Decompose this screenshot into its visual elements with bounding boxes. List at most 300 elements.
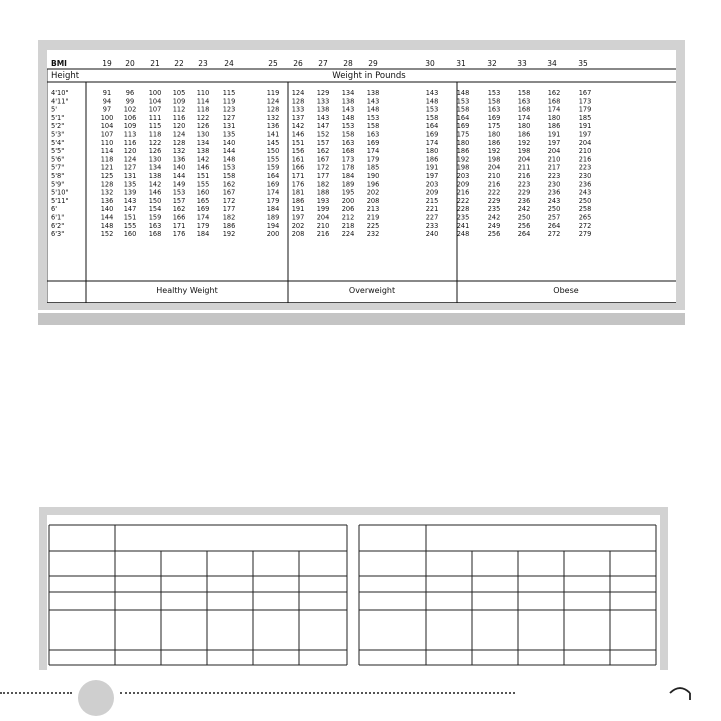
weight-cell: 158 [222,172,236,180]
weight-cell: 210 [487,172,501,180]
weight-cell: 163 [487,105,501,114]
weight-cell: 102 [123,105,137,114]
weight-cell: 153 [425,105,439,114]
weight-cell: 174 [425,138,439,147]
weight-header: Weight in Pounds [332,71,406,81]
weight-cell: 197 [578,130,592,139]
weight-cell: 149 [172,180,186,189]
footer-dotted-line-right [120,692,515,694]
height-cell: 5'6" [51,155,65,164]
weight-cell: 185 [366,163,380,172]
weight-cell: 124 [291,89,305,97]
weight-cell: 123 [222,105,236,114]
weight-cell: 116 [123,138,137,147]
weight-cell: 132 [172,147,186,156]
weight-cell: 179 [578,105,592,114]
weight-cell: 191 [547,130,561,139]
bmi-value: 22 [174,59,184,68]
weight-cell: 169 [456,122,470,131]
weight-cell: 197 [547,138,561,147]
weight-cell: 180 [487,130,501,139]
weight-cell: 175 [456,130,470,139]
weight-cell: 179 [266,196,280,205]
weight-cell: 148 [456,89,470,97]
weight-cell: 257 [547,213,561,222]
weight-cell: 204 [517,155,531,164]
weight-cell: 146 [196,163,210,172]
height-cell: 5'5" [51,147,65,156]
weight-cell: 150 [266,147,280,156]
blank-tables-frame [39,507,668,670]
weight-cell: 243 [578,188,592,197]
weight-cell: 258 [578,205,592,214]
weight-cell: 143 [316,113,330,122]
height-cell: 5'1" [51,113,65,122]
weight-cell: 228 [456,205,470,214]
bmi-value: 19 [102,59,112,68]
weight-cell: 120 [123,147,137,156]
weight-cell: 114 [100,147,114,156]
weight-cell: 163 [366,130,380,139]
weight-cell: 198 [487,155,501,164]
height-cell: 6'1" [51,213,65,222]
weight-cell: 171 [172,221,186,230]
weight-cell: 249 [487,221,501,230]
weight-cell: 236 [578,180,592,189]
weight-cell: 202 [291,221,305,230]
weight-cell: 169 [266,180,280,189]
weight-cell: 151 [196,172,210,180]
weight-cell: 145 [266,138,280,147]
weight-cell: 250 [547,205,561,214]
weight-cell: 140 [100,205,114,214]
weight-cell: 179 [196,221,210,230]
weight-cell: 100 [148,89,162,97]
weight-cell: 208 [291,230,305,239]
weight-cell: 232 [366,230,380,239]
weight-cell: 210 [547,155,561,164]
weight-cell: 217 [547,163,561,172]
weight-cell: 233 [425,221,439,230]
weight-cell: 192 [456,155,470,164]
weight-cell: 152 [100,230,114,239]
weight-cell: 122 [148,138,162,147]
weight-cell: 204 [487,163,501,172]
height-cell: 5'2" [51,122,65,131]
bmi-value: 20 [125,59,135,68]
weight-cell: 204 [316,213,330,222]
weight-cell: 213 [366,205,380,214]
weight-cell: 180 [547,113,561,122]
weight-cell: 104 [100,122,114,131]
weight-cell: 186 [291,196,305,205]
bmi-value: 34 [547,59,557,68]
page-number-circle [78,680,114,716]
weight-cell: 151 [291,138,305,147]
weight-cell: 143 [341,105,355,114]
weight-cell: 158 [517,89,531,97]
weight-cell: 158 [341,130,355,139]
weight-cell: 216 [316,230,330,239]
weight-cell: 175 [487,122,501,131]
bmi-value: 21 [150,59,160,68]
weight-cell: 164 [425,122,439,131]
weight-cell: 166 [172,213,186,222]
weight-cell: 131 [222,122,236,131]
bmi-value: 24 [224,59,234,68]
weight-cell: 198 [456,163,470,172]
weight-cell: 160 [196,188,210,197]
weight-cell: 110 [196,89,210,97]
weight-cell: 197 [425,172,439,180]
weight-cell: 94 [102,97,112,106]
weight-cell: 189 [341,180,355,189]
blank-tables [47,515,660,670]
weight-cell: 150 [148,196,162,205]
weight-cell: 272 [578,221,592,230]
weight-cell: 121 [100,163,114,172]
weight-cell: 210 [578,147,592,156]
weight-cell: 167 [316,155,330,164]
weight-cell: 144 [172,172,186,180]
height-cell: 5'3" [51,130,65,139]
bmi-label: BMI [51,59,67,68]
weight-cell: 109 [123,122,137,131]
weight-cell: 140 [172,163,186,172]
weight-cell: 230 [578,172,592,180]
weight-cell: 157 [172,196,186,205]
weight-cell: 192 [487,147,501,156]
weight-cell: 235 [487,205,501,214]
weight-cell: 143 [123,196,137,205]
weight-cell: 111 [148,113,162,122]
weight-cell: 130 [196,130,210,139]
height-cell: 5'9" [51,180,65,189]
height-cell: 5' [51,105,58,114]
weight-cell: 176 [172,230,186,239]
weight-cell: 134 [196,138,210,147]
weight-cell: 236 [517,196,531,205]
weight-cell: 186 [517,130,531,139]
bmi-value: 23 [198,59,208,68]
weight-cell: 200 [341,196,355,205]
weight-cell: 138 [366,89,380,97]
weight-cell: 133 [316,97,330,106]
weight-cell: 174 [547,105,561,114]
weight-cell: 166 [291,163,305,172]
height-cell: 4'11" [51,97,69,106]
weight-cell: 162 [547,89,561,97]
weight-cell: 168 [517,105,531,114]
weight-cell: 180 [425,147,439,156]
weight-cell: 147 [316,122,330,131]
weight-cell: 199 [316,205,330,214]
blank-tables-svg [47,515,660,670]
weight-cell: 178 [341,163,355,172]
weight-cell: 138 [148,172,162,180]
weight-cell: 168 [148,230,162,239]
weight-cell: 162 [316,147,330,156]
weight-cell: 191 [425,163,439,172]
weight-cell: 174 [266,188,280,197]
weight-cell: 138 [196,147,210,156]
weight-cell: 158 [456,105,470,114]
weight-cell: 164 [456,113,470,122]
weight-cell: 174 [196,213,210,222]
weight-cell: 154 [148,205,162,214]
weight-cell: 148 [366,105,380,114]
weight-cell: 148 [100,221,114,230]
weight-cell: 152 [316,130,330,139]
weight-cell: 250 [578,196,592,205]
weight-cell: 131 [123,172,137,180]
weight-cell: 156 [291,147,305,156]
weight-cell: 222 [487,188,501,197]
weight-cell: 198 [517,147,531,156]
weight-cell: 135 [222,130,236,139]
weight-cell: 148 [222,155,236,164]
weight-cell: 180 [456,138,470,147]
weight-cell: 216 [487,180,501,189]
weight-cell: 211 [517,163,531,172]
weight-cell: 115 [222,89,236,97]
corner-arrow-icon [668,683,694,703]
weight-cell: 172 [316,163,330,172]
weight-cell: 130 [148,155,162,164]
weight-cell: 212 [341,213,355,222]
weight-cell: 222 [456,196,470,205]
weight-cell: 174 [517,113,531,122]
weight-cell: 219 [366,213,380,222]
height-cell: 5'10" [51,188,69,197]
weight-cell: 141 [266,130,280,139]
weight-cell: 191 [291,205,305,214]
weight-cell: 279 [578,230,592,239]
weight-cell: 159 [266,163,280,172]
bmi-value: 30 [425,59,435,68]
weight-cell: 165 [196,196,210,205]
weight-cell: 109 [172,97,186,106]
weight-cell: 265 [578,213,592,222]
weight-cell: 119 [222,97,236,106]
weight-cell: 167 [578,89,592,97]
weight-cell: 167 [222,188,236,197]
weight-cell: 250 [517,213,531,222]
height-label: Height [51,71,80,81]
weight-cell: 241 [456,221,470,230]
weight-cell: 144 [100,213,114,222]
weight-cell: 243 [547,196,561,205]
weight-cell: 116 [172,113,186,122]
weight-cell: 256 [517,221,531,230]
section-divider-band [38,313,685,325]
weight-cell: 115 [148,122,162,131]
weight-cell: 218 [341,221,355,230]
weight-cell: 128 [266,105,280,114]
weight-cell: 229 [517,188,531,197]
weight-cell: 125 [100,172,114,180]
weight-cell: 110 [100,138,114,147]
weight-cell: 127 [222,113,236,122]
weight-cell: 104 [148,97,162,106]
weight-cell: 181 [291,188,305,197]
weight-cell: 146 [291,130,305,139]
weight-cell: 186 [487,138,501,147]
weight-cell: 148 [425,97,439,106]
weight-cell: 223 [517,180,531,189]
weight-cell: 136 [266,122,280,131]
weight-cell: 248 [456,230,470,239]
weight-cell: 126 [148,147,162,156]
weight-cell: 186 [425,155,439,164]
weight-cell: 224 [341,230,355,239]
weight-cell: 216 [517,172,531,180]
height-cell: 6'2" [51,221,65,230]
weight-cell: 176 [291,180,305,189]
category-obese: Obese [553,286,579,295]
weight-cell: 124 [123,155,137,164]
weight-cell: 169 [366,138,380,147]
weight-cell: 122 [196,113,210,122]
weight-cell: 184 [341,172,355,180]
weight-cell: 124 [172,130,186,139]
weight-cell: 140 [222,138,236,147]
weight-cell: 142 [291,122,305,131]
weight-cell: 128 [100,180,114,189]
bmi-value: 26 [293,59,303,68]
weight-cell: 163 [341,138,355,147]
weight-cell: 173 [578,97,592,106]
weight-cell: 162 [172,205,186,214]
weight-cell: 136 [172,155,186,164]
weight-cell: 196 [366,180,380,189]
weight-cell: 153 [487,89,501,97]
weight-cell: 235 [456,213,470,222]
weight-cell: 107 [148,105,162,114]
weight-cell: 193 [316,196,330,205]
weight-cell: 264 [517,230,531,239]
weight-cell: 143 [366,97,380,106]
bmi-value: 35 [578,59,588,68]
weight-cell: 202 [366,188,380,197]
weight-cell: 163 [517,97,531,106]
weight-cell: 164 [266,172,280,180]
weight-cell: 139 [123,188,137,197]
weight-cell: 155 [123,221,137,230]
weight-cell: 186 [222,221,236,230]
weight-cell: 194 [266,221,280,230]
weight-cell: 118 [100,155,114,164]
bmi-value: 33 [517,59,527,68]
weight-cell: 184 [196,230,210,239]
weight-cell: 148 [341,113,355,122]
weight-cell: 155 [196,180,210,189]
weight-cell: 172 [222,196,236,205]
weight-cell: 144 [222,147,236,156]
weight-cell: 256 [487,230,501,239]
weight-cell: 208 [366,196,380,205]
weight-cell: 96 [125,89,135,97]
weight-cell: 186 [456,147,470,156]
weight-cell: 173 [341,155,355,164]
weight-cell: 203 [425,180,439,189]
weight-cell: 182 [316,180,330,189]
weight-cell: 153 [456,97,470,106]
weight-cell: 236 [547,188,561,197]
height-cell: 4'10" [51,89,69,97]
weight-cell: 174 [366,147,380,156]
weight-cell: 97 [102,105,112,114]
weight-cell: 114 [196,97,210,106]
weight-cell: 132 [100,188,114,197]
weight-cell: 142 [148,180,162,189]
weight-cell: 242 [517,205,531,214]
weight-cell: 184 [266,205,280,214]
weight-cell: 206 [341,205,355,214]
weight-cell: 223 [547,172,561,180]
weight-cell: 225 [366,221,380,230]
weight-cell: 128 [172,138,186,147]
weight-cell: 100 [100,113,114,122]
weight-cell: 200 [266,230,280,239]
weight-cell: 153 [366,113,380,122]
weight-cell: 209 [425,188,439,197]
weight-cell: 138 [341,97,355,106]
weight-cell: 186 [547,122,561,131]
weight-cell: 215 [425,196,439,205]
weight-cell: 155 [266,155,280,164]
height-cell: 5'4" [51,138,65,147]
weight-cell: 195 [341,188,355,197]
weight-cell: 180 [517,122,531,131]
weight-cell: 153 [222,163,236,172]
weight-cell: 129 [316,89,330,97]
weight-cell: 99 [125,97,135,106]
weight-cell: 120 [172,122,186,131]
weight-cell: 135 [123,180,137,189]
weight-cell: 240 [425,230,439,239]
weight-cell: 204 [547,147,561,156]
bmi-value: 29 [368,59,378,68]
weight-cell: 182 [222,213,236,222]
weight-cell: 227 [425,213,439,222]
weight-cell: 192 [517,138,531,147]
weight-cell: 160 [123,230,137,239]
weight-cell: 126 [196,122,210,131]
weight-cell: 113 [123,130,137,139]
weight-cell: 203 [456,172,470,180]
weight-cell: 118 [148,130,162,139]
weight-cell: 188 [316,188,330,197]
height-cell: 6'3" [51,230,65,239]
weight-cell: 134 [341,89,355,97]
weight-cell: 158 [425,113,439,122]
weight-cell: 161 [291,155,305,164]
height-cell: 5'8" [51,172,65,180]
weight-cell: 151 [123,213,137,222]
weight-cell: 168 [341,147,355,156]
weight-cell: 158 [487,97,501,106]
weight-cell: 223 [578,163,592,172]
weight-cell: 128 [291,97,305,106]
weight-cell: 179 [366,155,380,164]
weight-cell: 190 [366,172,380,180]
weight-cell: 192 [222,230,236,239]
weight-cell: 189 [266,213,280,222]
weight-cell: 159 [148,213,162,222]
weight-cell: 272 [547,230,561,239]
weight-cell: 204 [578,138,592,147]
